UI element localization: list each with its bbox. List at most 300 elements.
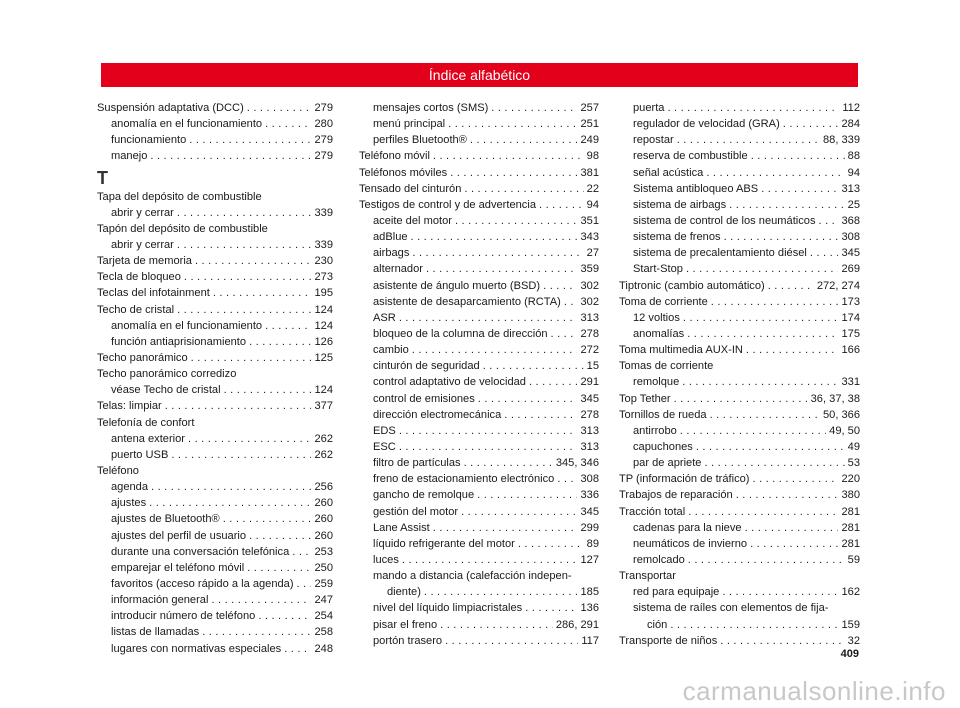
dot-leader [736, 487, 839, 503]
dot-leader [448, 116, 577, 132]
dot-leader [399, 423, 578, 439]
index-entry[interactable] [619, 294, 860, 310]
index-entry[interactable] [97, 132, 333, 148]
index-entry[interactable] [359, 600, 599, 616]
dot-leader [411, 229, 578, 245]
index-entry-term: gestión del motor [373, 505, 459, 518]
dot-leader [292, 544, 311, 560]
index-entry-page: 88, 339 [822, 134, 860, 147]
index-entry[interactable] [97, 148, 333, 164]
index-entry-term: portón trasero [373, 634, 443, 647]
index-entry[interactable] [97, 253, 333, 269]
index-entry-term: filtro de partículas [373, 457, 461, 470]
index-entry[interactable] [97, 350, 333, 366]
index-entry[interactable] [97, 592, 333, 608]
index-entry[interactable] [619, 197, 860, 213]
dot-leader [426, 261, 578, 277]
index-entry-page: 278 [580, 327, 599, 340]
index-entry-term: pisar el freno [373, 618, 438, 631]
index-entry-page: 339 [314, 206, 333, 219]
index-entry-page: 25 [847, 198, 860, 211]
index-entry-page: 377 [314, 400, 333, 413]
dot-leader [688, 552, 845, 568]
index-entry-term: capuchones [633, 440, 693, 453]
index-entry-page: 166 [841, 344, 860, 357]
dot-leader [188, 431, 311, 447]
index-entry[interactable] [619, 584, 860, 600]
index-entry-page: 273 [314, 271, 333, 284]
index-entry[interactable] [97, 285, 333, 301]
index-entry-term: ESC [373, 440, 396, 453]
index-entry-page: 136 [580, 602, 599, 615]
index-entry[interactable] [97, 205, 333, 221]
index-entry[interactable] [97, 100, 333, 116]
index-entry[interactable] [359, 326, 599, 342]
index-column-3 [619, 100, 860, 649]
index-entry-page: 345 [580, 392, 599, 405]
index-entry-term: aceite del motor [373, 214, 452, 227]
dot-leader [745, 520, 839, 536]
index-entry-term: Tensado del cinturón [359, 182, 462, 195]
index-entry[interactable] [619, 326, 860, 342]
index-entry-page: 248 [314, 642, 333, 655]
index-entry-term: Toma multimedia AUX-IN [619, 344, 743, 357]
dot-leader [412, 245, 583, 261]
index-entry-term: diente) [387, 586, 421, 599]
index-entry[interactable] [619, 310, 860, 326]
index-entry[interactable] [619, 278, 860, 294]
index-entry-page: 247 [314, 594, 333, 607]
index-entry-term: remolcado [633, 553, 685, 566]
dot-leader [297, 576, 312, 592]
index-entry[interactable] [619, 487, 860, 503]
index-entry[interactable] [359, 455, 599, 471]
watermark: carmanualsonline.info [682, 676, 946, 706]
index-entry[interactable] [619, 471, 860, 487]
index-entry-page: 269 [841, 263, 860, 276]
index-entry-term: Teléfonos móviles [359, 166, 448, 179]
index-entry-term: regulador de velocidad (GRA) [633, 118, 780, 131]
dot-leader [680, 423, 826, 439]
index-entry[interactable] [359, 197, 599, 213]
index-letter: T [97, 167, 108, 188]
index-entry[interactable] [619, 245, 860, 261]
index-entry[interactable] [619, 100, 860, 116]
index-entry-page: 89 [586, 537, 599, 550]
dot-leader [224, 382, 312, 398]
index-entry-term: cinturón de seguridad [373, 360, 480, 373]
index-entry-term: freno de estacionamiento electrónico [373, 473, 555, 486]
index-entry-page: 230 [314, 255, 333, 268]
index-entry-term: Toma de corriente [619, 295, 708, 308]
index-entry-term: función antiaprisionamiento [111, 335, 247, 348]
index-entry[interactable] [359, 181, 599, 197]
index-entry-term: asistente de desaparcamiento (RCTA) [373, 295, 561, 308]
index-entry[interactable] [97, 624, 333, 640]
dot-leader [720, 633, 844, 649]
index-entry-term: sistema de control de los neumáticos [633, 214, 816, 227]
index-entry-page: 345 [580, 505, 599, 518]
index-entry-page: 280 [314, 118, 333, 131]
index-entry[interactable] [97, 334, 333, 350]
index-entry-term: información general [111, 594, 209, 607]
dot-leader [265, 116, 311, 132]
index-entry-page: 302 [580, 279, 599, 292]
dot-leader [564, 294, 578, 310]
index-entry[interactable] [619, 423, 860, 439]
index-entry[interactable] [97, 495, 333, 511]
index-entry[interactable] [359, 617, 599, 633]
dot-leader [819, 213, 839, 229]
index-entry-term: Tiptronic (cambio automático) [619, 279, 765, 292]
dot-leader [150, 148, 311, 164]
index-heading: Techo panorámico corredizo [97, 368, 237, 381]
dot-leader [461, 504, 577, 520]
index-entry-page: 308 [580, 473, 599, 486]
index-entry-term: repostar [633, 134, 674, 147]
index-entry-term: listas de llamadas [111, 626, 200, 639]
index-entry[interactable] [359, 374, 599, 390]
index-entry-page: 36, 37, 38 [810, 392, 860, 405]
index-entry[interactable] [359, 100, 599, 116]
index-entry[interactable] [97, 528, 333, 544]
index-entry[interactable] [619, 552, 860, 568]
index-entry[interactable] [97, 398, 333, 414]
dot-leader [674, 391, 808, 407]
dot-leader [768, 278, 814, 294]
index-entry-term: perfiles Bluetooth® [373, 134, 467, 147]
index-entry-page: 331 [841, 376, 860, 389]
index-entry-term: Telas: limpiar [97, 400, 162, 413]
index-entry[interactable] [359, 116, 599, 132]
index-entry[interactable] [619, 165, 860, 181]
index-entry[interactable] [359, 310, 599, 326]
dot-leader [464, 181, 583, 197]
index-entry[interactable] [359, 407, 599, 423]
index-entry[interactable] [359, 487, 599, 503]
dot-leader [177, 302, 311, 318]
index-entry[interactable] [619, 391, 860, 407]
index-entry-term: Lane Assist [373, 521, 430, 534]
index-entry-page: 258 [314, 626, 333, 639]
index-entry-page: 174 [841, 311, 860, 324]
index-entry-page: 257 [580, 102, 599, 114]
index-entry-page: 313 [580, 424, 599, 437]
dot-leader [477, 487, 577, 503]
index-entry-term: Tecla de bloqueo [97, 271, 181, 284]
index-entry-term: Tarjeta de memoria [97, 255, 192, 268]
index-entry[interactable] [97, 576, 333, 592]
dot-leader [543, 278, 577, 294]
dot-leader [399, 439, 578, 455]
index-entry[interactable] [619, 520, 860, 536]
dot-leader [706, 165, 844, 181]
dot-leader [440, 617, 553, 633]
dot-leader [445, 633, 578, 649]
dot-leader [424, 584, 578, 600]
dot-leader [761, 181, 838, 197]
index-entry-page: 249 [580, 134, 599, 147]
index-entry-page: 259 [314, 577, 333, 590]
dot-leader [478, 391, 578, 407]
index-heading: Tomas de corriente [619, 360, 714, 373]
index-entry-term: véase Techo de cristal [111, 384, 221, 397]
dot-leader [195, 253, 312, 269]
index-entry-page: 162 [841, 586, 860, 599]
index-heading: sistema de raíles con elementos de fija- [633, 602, 829, 615]
index-heading: Teléfono [97, 464, 139, 477]
index-entry-page: 313 [580, 440, 599, 453]
index-entry-term: ajustes de Bluetooth® [111, 513, 220, 526]
index-entry[interactable] [619, 213, 860, 229]
index-entry[interactable] [359, 633, 599, 649]
index-entry-page: 299 [580, 521, 599, 534]
dot-leader [213, 285, 312, 301]
index-entry[interactable] [97, 318, 333, 334]
index-entry-page: 313 [841, 182, 860, 195]
index-entry-term: Tornillos de rueda [619, 408, 707, 421]
dot-leader [687, 326, 838, 342]
index-entry-page: 343 [580, 231, 599, 244]
index-entry-page: 49 [847, 440, 860, 453]
index-entry-page: 173 [841, 295, 860, 308]
index-entry[interactable] [97, 269, 333, 285]
dot-leader [399, 310, 578, 326]
index-entry[interactable] [359, 504, 599, 520]
index-entry-term: Tracción total [619, 505, 686, 518]
index-entry[interactable] [619, 633, 860, 649]
index-entry-term: asistente de ángulo muerto (BSD) [373, 279, 541, 292]
index-entry[interactable] [619, 439, 860, 455]
index-entry-page: 336 [580, 489, 599, 502]
dot-leader [688, 504, 838, 520]
index-entry[interactable] [359, 358, 599, 374]
dot-leader [402, 552, 578, 568]
index-entry[interactable] [359, 245, 599, 261]
dot-leader [464, 455, 553, 471]
index-entry-page: 262 [314, 448, 333, 461]
index-entry-term: antirrobo [633, 424, 677, 437]
index-entry-page: 124 [314, 319, 333, 332]
index-entry-term: anomalías [633, 327, 685, 340]
index-entry-term: ASR [373, 311, 396, 324]
index-entry[interactable] [97, 479, 333, 495]
index-entry[interactable] [359, 423, 599, 439]
dot-leader [265, 318, 311, 334]
index-entry-term: Start-Stop [633, 263, 683, 276]
index-entry-term: abrir y cerrar [111, 206, 174, 219]
index-entry-term: mensajes cortos (SMS) [373, 102, 489, 114]
index-column-1 [97, 100, 333, 657]
index-entry-term: par de apriete [633, 457, 702, 470]
dot-leader [504, 407, 577, 423]
dot-leader [149, 495, 311, 511]
dot-leader [249, 334, 311, 350]
dot-leader [412, 342, 578, 358]
index-entry[interactable] [359, 342, 599, 358]
index-entry[interactable] [359, 132, 599, 148]
index-entry[interactable] [359, 261, 599, 277]
index-entry-term: cambio [373, 344, 409, 357]
index-entry-page: 359 [580, 263, 599, 276]
index-entry-term: señal acústica [633, 166, 704, 179]
index-entry-term: EDS [373, 424, 396, 437]
dot-leader [191, 350, 312, 366]
dot-leader [470, 132, 578, 148]
index-entry[interactable] [97, 608, 333, 624]
dot-leader [750, 536, 838, 552]
index-entry-term: TP (información de tráfico) [619, 473, 750, 486]
index-entry-page: 279 [314, 134, 333, 147]
index-entry[interactable] [619, 181, 860, 197]
index-entry[interactable] [359, 294, 599, 310]
dot-leader [165, 398, 312, 414]
dot-leader [686, 261, 839, 277]
index-entry[interactable] [359, 552, 599, 568]
dot-leader [151, 479, 311, 495]
index-entry[interactable] [97, 237, 333, 253]
index-entry-term: reserva de combustible [633, 150, 748, 163]
index-entry-page: 279 [314, 150, 333, 163]
index-entry[interactable] [359, 229, 599, 245]
dot-leader [450, 165, 577, 181]
index-entry-term: control adaptativo de velocidad [373, 376, 526, 389]
index-entry[interactable] [359, 213, 599, 229]
index-entry-term: Suspensión adaptativa (DCC) [97, 102, 244, 114]
index-entry[interactable] [619, 536, 860, 552]
index-entry-term: airbags [373, 247, 410, 260]
index-entry-page: 281 [841, 521, 860, 534]
index-entry-page: 117 [581, 634, 599, 647]
index-entry-page: 124 [314, 384, 333, 397]
index-entry[interactable] [97, 511, 333, 527]
index-entry-term: dirección electromecánica [373, 408, 502, 421]
index-entry-page: 345, 346 [555, 457, 599, 470]
index-entry[interactable] [619, 455, 860, 471]
dot-leader [518, 536, 584, 552]
index-entry-term: alternador [373, 263, 423, 276]
index-entry[interactable] [97, 560, 333, 576]
index-entry[interactable] [97, 116, 333, 132]
index-entry-page: 159 [841, 618, 860, 631]
index-entry-term: agenda [111, 481, 149, 494]
index-entry[interactable] [619, 229, 860, 245]
dot-leader [433, 148, 584, 164]
index-entry-term: emparejar el teléfono móvil [111, 561, 245, 574]
dot-leader [455, 213, 578, 229]
dot-leader [677, 132, 820, 148]
index-entry-page: 250 [314, 561, 333, 574]
index-entry[interactable] [619, 116, 860, 132]
index-entry[interactable] [359, 391, 599, 407]
index-entry-term: red para equipaje [633, 586, 720, 599]
index-entry-term: favoritos (acceso rápido a la agenda) [111, 577, 294, 590]
index-entry[interactable] [619, 261, 860, 277]
index-entry-page: 253 [314, 545, 333, 558]
index-entry[interactable] [97, 431, 333, 447]
index-entry[interactable] [359, 148, 599, 164]
index-entry-term: control de emisiones [373, 392, 475, 405]
index-entry-page: 256 [314, 481, 333, 494]
index-entry-term: luces [373, 553, 399, 566]
index-entry-term: bloqueo de la columna de dirección [373, 327, 548, 340]
dot-leader [696, 439, 845, 455]
index-entry[interactable] [97, 544, 333, 560]
dot-leader [729, 197, 845, 213]
index-entry-page: 98 [586, 150, 599, 163]
index-entry[interactable] [359, 165, 599, 181]
index-entry-page: 302 [580, 295, 599, 308]
index-entry-term: antena exterior [111, 432, 186, 445]
index-entry[interactable] [359, 520, 599, 536]
index-entry[interactable] [359, 536, 599, 552]
dot-leader [783, 116, 839, 132]
index-entry-term: cadenas para la nieve [633, 521, 742, 534]
index-entry[interactable] [359, 471, 599, 487]
index-entry-term: Teclas del infotainment [97, 287, 210, 300]
index-entry-page: 127 [580, 553, 599, 566]
dot-leader [491, 100, 577, 116]
index-entry-page: 351 [580, 214, 599, 227]
index-entry-page: 88 [847, 150, 860, 163]
index-entry[interactable] [619, 132, 860, 148]
index-entry-page: 291 [580, 376, 599, 389]
index-entry-page: 281 [841, 505, 860, 518]
index-entry-term: anomalía en el funcionamiento [111, 118, 263, 131]
index-entry-term: sistema de airbags [633, 198, 727, 211]
dot-leader [710, 407, 820, 423]
index-entry[interactable] [97, 447, 333, 463]
index-entry[interactable] [619, 374, 860, 390]
index-heading: Telefonía de confort [97, 416, 195, 429]
index-entry[interactable] [619, 407, 860, 423]
dot-leader [751, 148, 845, 164]
index-entry[interactable] [619, 617, 860, 633]
index-title: Índice alfabético [428, 67, 531, 83]
index-entry-page: 185 [580, 586, 599, 599]
index-entry-page: 381 [580, 166, 599, 179]
index-entry[interactable] [359, 439, 599, 455]
index-heading: Tapón del depósito de combustible [97, 222, 268, 235]
dot-leader [258, 608, 311, 624]
dot-leader [433, 520, 578, 536]
index-entry-term: funcionamiento [111, 134, 187, 147]
index-entry-term: puerto USB [111, 448, 169, 461]
index-entry-page: 368 [841, 214, 860, 227]
index-entry[interactable] [619, 504, 860, 520]
index-entry[interactable] [359, 584, 599, 600]
index-heading: Transportar [619, 570, 676, 583]
index-entry-term: ajustes del perfil de usuario [111, 529, 247, 542]
index-entry-term: ajustes [111, 497, 147, 510]
index-entry[interactable] [619, 342, 860, 358]
dot-leader [247, 560, 311, 576]
index-entry-page: 254 [314, 610, 333, 623]
dot-leader [711, 294, 839, 310]
index-entry-page: 27 [586, 247, 599, 260]
index-entry[interactable] [619, 148, 860, 164]
index-entry[interactable] [97, 302, 333, 318]
page-number: 409 [840, 648, 859, 660]
index-entry-page: 126 [314, 335, 333, 348]
index-entry-term: menú principal [373, 118, 446, 131]
index-entry[interactable] [97, 641, 333, 657]
index-entry[interactable] [359, 278, 599, 294]
index-entry-term: neumáticos de invierno [633, 537, 748, 550]
index-entry[interactable] [97, 382, 333, 398]
index-entry-term: Transporte de niños [619, 634, 718, 647]
index-entry-page: 286, 291 [555, 618, 599, 631]
